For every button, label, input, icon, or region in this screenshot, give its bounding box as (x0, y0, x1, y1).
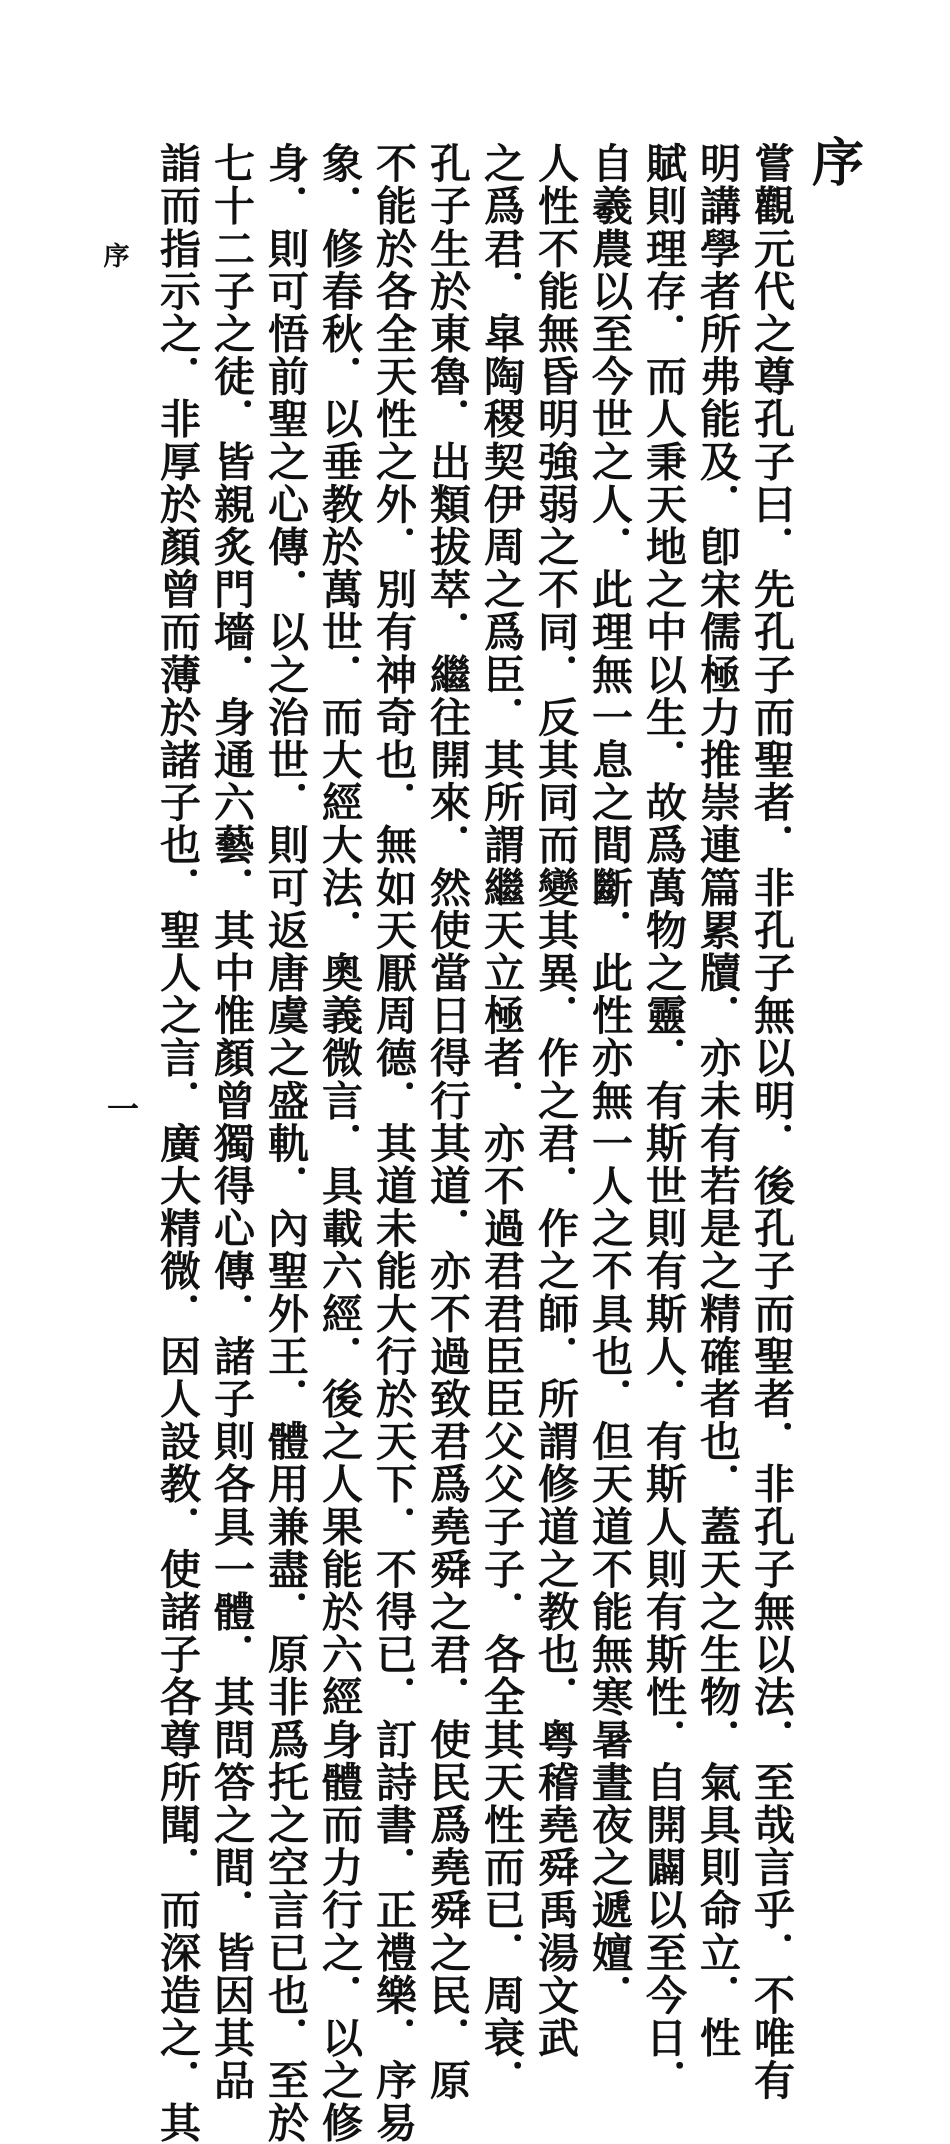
text-column: 嘗觀元代之尊孔子曰．先孔子而聖者．非孔子無以明．後孔子而聖者．非孔子無以法．至哉言乎．不唯有 (747, 142, 795, 2102)
text-column: 七十二子之徒．皆親炙門墻．身通六藝．其中惟顏曾獨得心傳．諸子則各具一體．其問答之間．皆因其品 (207, 142, 255, 2102)
text-column: 象．修春秋．以垂教於萬世．而大經大法．奧義微言．具載六經．後之人果能於六經身體而力行之．以之修 (315, 142, 363, 2144)
text-column: 明講學者所弗能及．卽宋儒極力推崇連篇累牘．亦未有若是之精確者也．蓋天之生物．氣具則命立．性 (693, 142, 741, 2059)
text-column: 賦則理存．而人秉天地之中以生．故爲萬物之靈．有斯世則有斯人．有斯人則有斯性．自開闢以至今日． (639, 142, 687, 2102)
text-column: 不能於各全天性之外．別有神奇也．無如天厭周德．其道未能大行於天下．不得已．訂詩書．正禮樂．序易 (369, 142, 417, 2144)
text-column: 身．則可悟前聖之心傳．以之治世．則可返唐虞之盛軌．內聖外王．體用兼盡．原非爲托之空言已也．至於 (261, 142, 309, 2144)
text-column: 人性不能無昏明強弱之不同．反其同而變其異．作之君．作之師．所謂修道之教也．粤稽堯舜禹湯文武 (531, 142, 579, 2059)
running-head: 序 (99, 242, 129, 268)
text-column: 之爲君．皐陶稷契伊周之爲臣．其所謂繼天立極者．亦不過君君臣臣父父子子．各全其天性而已．周衰． (477, 142, 525, 2102)
section-title: 序 (812, 133, 865, 194)
text-column: 孔子生於東魯．出類拔萃．繼往開來．然使當日得行其道．亦不過致君爲堯舜之君．使民爲堯舜之民．原 (423, 142, 471, 2102)
text-column: 自羲農以至今世之人．此理無一息之間斷．此性亦無一人之不具也．但天道不能無寒暑晝夜之遞嬗． (585, 142, 633, 2017)
page-number: 一 (102, 1092, 140, 1124)
text-column: 詣而指示之．非厚於顏曾而薄於諸子也．聖人之言．廣大精微．因人設教．使諸子各尊所聞．而深造之．其 (153, 142, 201, 2144)
